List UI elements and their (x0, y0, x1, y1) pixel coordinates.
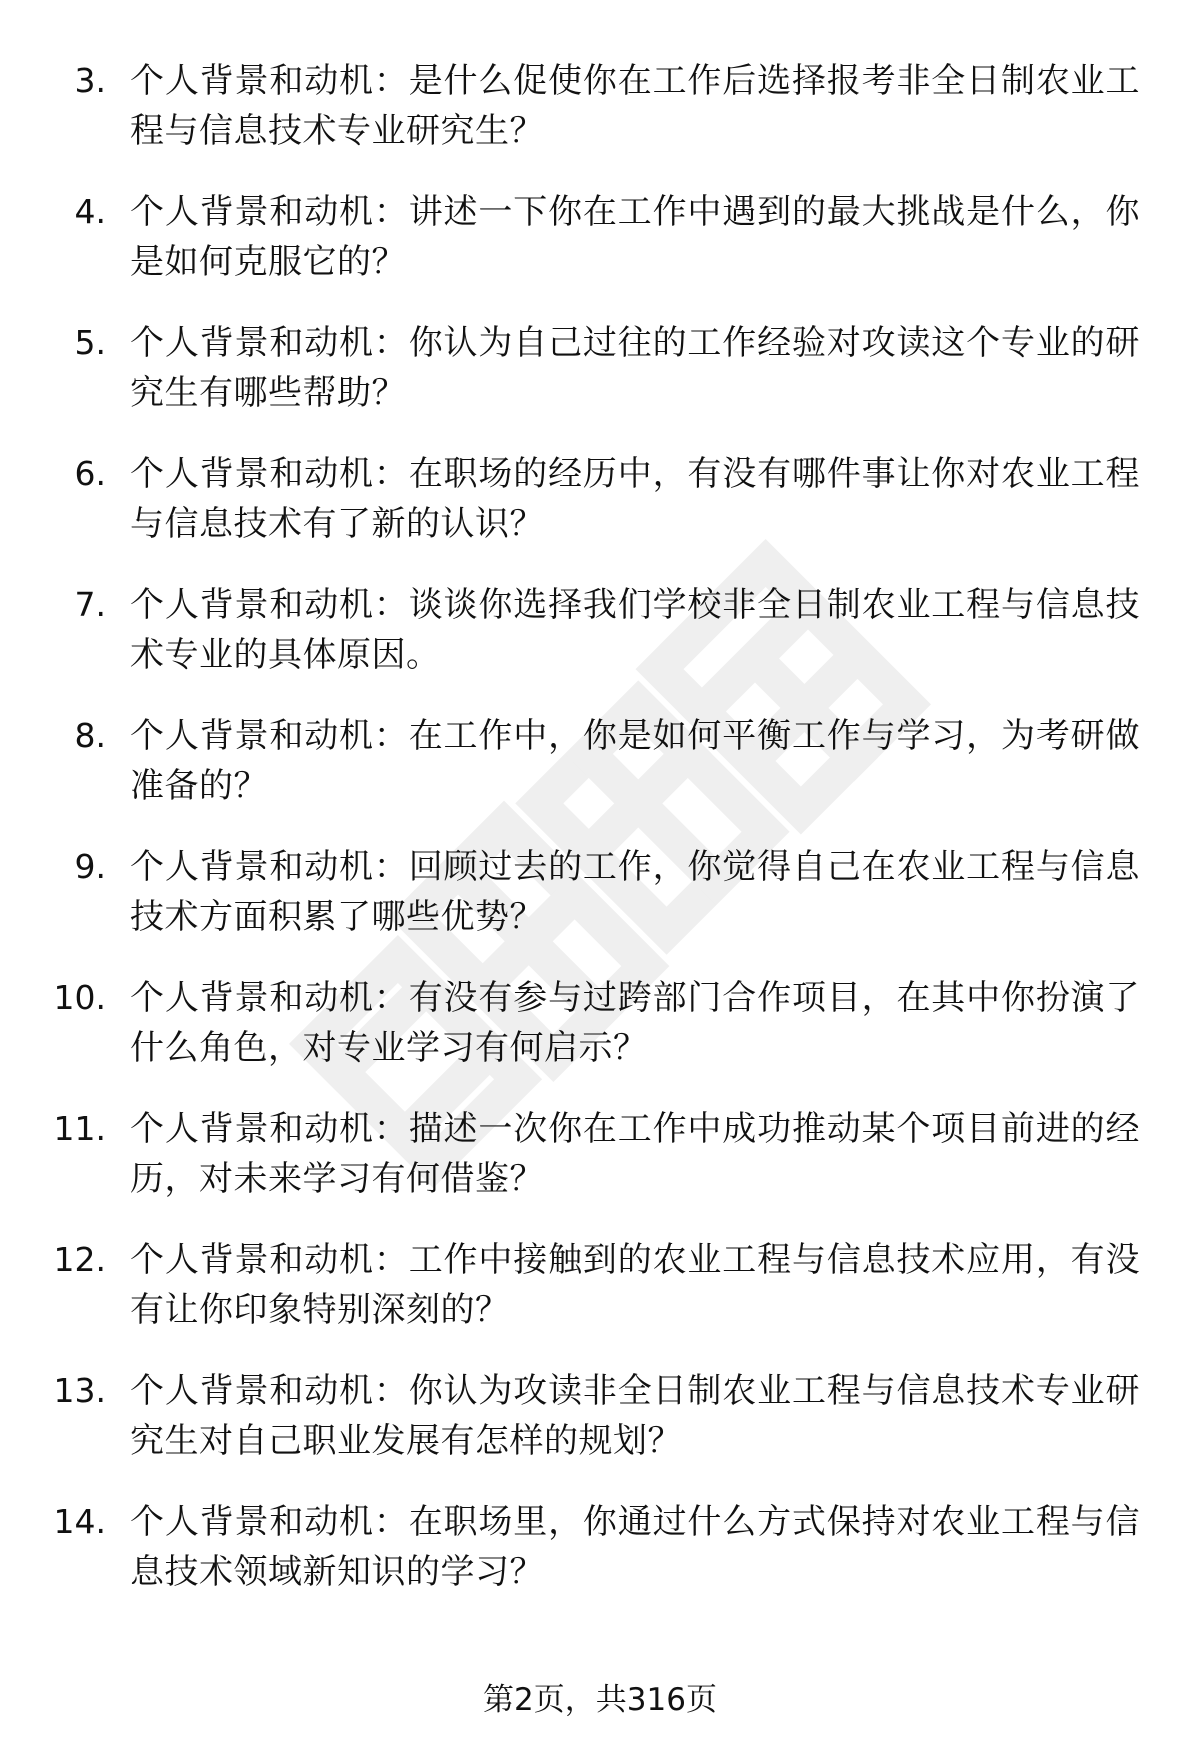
question-item (0, 842, 1200, 973)
question-number: 13. (53, 1371, 106, 1410)
question-item (0, 580, 1200, 711)
question-item (0, 318, 1200, 449)
question-number: 10. (53, 978, 106, 1017)
question-item (0, 1104, 1200, 1235)
question-item (0, 711, 1200, 842)
question-text: 个人背景和动机：在职场的经历中，有没有哪件事让你对农业工程与信息技术有了新的认识？ (130, 454, 1140, 544)
question-text: 个人背景和动机：是什么促使你在工作后选择报考非全日制农业工程与信息技术专业研究生？ (130, 61, 1140, 151)
question-text: 个人背景和动机：回顾过去的工作，你觉得自己在农业工程与信息技术方面积累了哪些优势？ (130, 847, 1140, 937)
question-number: 9. (74, 847, 106, 886)
question-list (0, 56, 1200, 1628)
question-text: 个人背景和动机：在工作中，你是如何平衡工作与学习，为考研做准备的？ (130, 716, 1140, 806)
question-text: 个人背景和动机：讲述一下你在工作中遇到的最大挑战是什么，你是如何克服它的？ (130, 192, 1140, 282)
question-text: 个人背景和动机：在职场里，你通过什么方式保持对农业工程与信息技术领域新知识的学习？ (130, 1502, 1140, 1592)
page-number: 第2页，共316页 (483, 1682, 717, 1718)
question-number: 8. (74, 716, 106, 755)
question-number: 7. (74, 585, 106, 624)
question-number: 3. (74, 61, 106, 100)
question-number: 12. (53, 1240, 106, 1279)
question-item (0, 449, 1200, 580)
question-item (0, 56, 1200, 187)
question-item (0, 1366, 1200, 1497)
question-number: 14. (53, 1502, 106, 1541)
question-text: 个人背景和动机：工作中接触到的农业工程与信息技术应用，有没有让你印象特别深刻的？ (130, 1240, 1140, 1330)
question-number: 5. (74, 323, 106, 362)
question-item (0, 187, 1200, 318)
question-text: 个人背景和动机：描述一次你在工作中成功推动某个项目前进的经历，对未来学习有何借鉴？ (130, 1109, 1140, 1199)
question-text: 个人背景和动机：你认为自己过往的工作经验对攻读这个专业的研究生有哪些帮助？ (130, 323, 1140, 413)
question-text: 个人背景和动机：谈谈你选择我们学校非全日制农业工程与信息技术专业的具体原因。 (130, 585, 1140, 675)
question-number: 4. (74, 192, 106, 231)
question-item (0, 1235, 1200, 1366)
question-text: 个人背景和动机：有没有参与过跨部门合作项目，在其中你扮演了什么角色，对专业学习有何启示？ (130, 978, 1140, 1068)
question-number: 6. (74, 454, 106, 493)
question-text: 个人背景和动机：你认为攻读非全日制农业工程与信息技术专业研究生对自己职业发展有怎样的规划？ (130, 1371, 1140, 1461)
question-number: 11. (53, 1109, 106, 1148)
question-item (0, 973, 1200, 1104)
question-item (0, 1497, 1200, 1628)
